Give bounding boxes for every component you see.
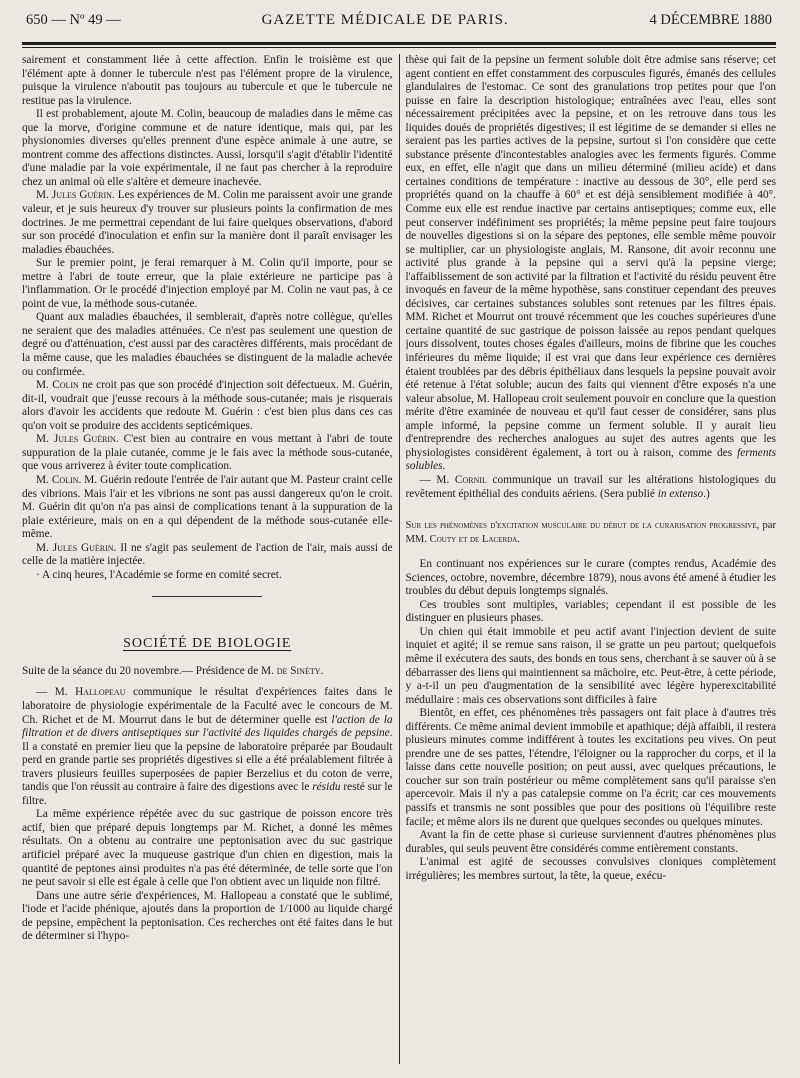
emphasis-text: l'action de la filtration et de divers antiseptiques sur l'activité des liquides chargés de pepsine [22,713,393,740]
section-heading: SOCIÉTÉ DE BIOLOGIE [123,636,292,652]
paragraph: Ces troubles sont multiples, variables; cependant il est possible de les distinguer en plusieurs phases. [405,598,776,625]
article-title-by: , par MM. [405,520,776,545]
article-title-text: Sur les phénomènes d'excitation musculaire du début de la curarisation progressive [405,520,757,532]
page-number: 650 — Nº 49 — [26,12,121,28]
paragraph [22,542,393,569]
paragraph [22,686,393,808]
emphasis-text: in extenso [657,487,704,500]
paragraph [22,433,393,474]
article-authors: Couty et de Lacerda [429,533,518,545]
columns [22,54,776,1064]
paragraph: Un chien qui était immobile et peu actif avant l'injection devient de suite inquiet et agité; il se remue sans raison, il se gratte un peu partout; quelquefois même il exécutera des sauts, des bonds en tous sens, cherchant à se sauver où à se débarrasser des liens qui maintiennent sa mâchoire, etc. Peut-être, à cette période, y a-t-il un peu d'augmentation de la sensibilité avec légère hyperexcitabilité médullaire : mais ces observations sont difficiles à faire [405,625,776,706]
speaker-name: M. Jules Guérin. [36,189,115,202]
speaker-name: Hallopeau [75,686,126,699]
paragraph-text: . Il a constaté en premier lieu que la pepsine de laboratoire préparée par Boudault perd en grande partie ses propriétés digestives si elle a été préalablement filtrée à travers plusieurs feuilles superposées de papier Berzelius et du coton de verre, tandis que l'on réussit au contraire à faire des digestions avec le [22,727,393,794]
paragraph-text: — M. [36,686,76,699]
issue-date: 4 DÉCEMBRE 1880 [649,12,772,28]
column-divider [399,54,400,1064]
subtitle-text: Suite de la séance du 20 novembre.— Présidence de M. [22,664,277,677]
left-column [22,54,393,1064]
separator-rule [152,596,262,597]
paragraph-text: communique un travail sur les altérations histologiques du revêtement épithélial des conduits aériens. (Sera publié [405,473,776,500]
president-name: de Sinéty [276,664,321,677]
paragraph-text: Il ne s'agit pas seulement de l'action de l'air, mais aussi de celle de la matière injectée. [22,541,393,568]
page-header [22,12,776,34]
paragraph [406,474,777,501]
paragraph [22,189,393,257]
header-rule-thick [22,42,776,45]
speaker-name: M. Colin. [36,473,82,486]
paragraph [406,54,777,474]
subtitle-end: . [320,664,324,677]
paragraph-text: ne croit pas que son procédé d'injection soit défectueux. M. Guérin, dit-il, voudrait que j'eusse recours à la méthode sous-cutanée; mais je risquerais alors d'avoir les accidents que redoute M. Guérin : c'est bien plus dans ces cas qu'on voit se produire des accidents septicémiques. [22,379,393,432]
paragraph: sairement et constamment liée à cette affection. Enfin le troisième est que l'élément apte à donner le tubercule n'est pas l'élément propre de la virulence, puisque la virulence n'aboutit pas toujours au tubercule et que le tubercule ne restitue pas la virulence. [22,54,393,107]
paragraph [22,379,393,433]
paragraph: En continuant nos expériences sur le curare (comptes rendus, Académie des Sciences, octobre, novembre, décembre 1879), nous avons été amené à étudier les troubles du début depuis longtemps signalés. [405,558,776,598]
right-column [406,54,777,1064]
paragraph-text: M. Guérin redoute l'entrée de l'air autant que M. Pasteur craint celle des vibrions. Mais l'air et les vibrions ne sont pas aussi dangereux qu'on le croit. M. Guérin dit qu'on n'a pas ainsi de complications tenant à la suppuration de la plaie extérieure, mais on en a qui dépendent de la méthode sous-cutanée elle-même. [22,473,393,541]
header-rule-thin [22,47,776,48]
emphasis-text: résidu [312,781,341,794]
speaker-name: M. Jules Guérin. [36,541,117,554]
speaker-name: M. Jules Guérin. [36,433,119,446]
paragraph-text: communique le résultat d'expériences faites dans le laboratoire de physiologie expérimentale de la Faculté avec le concours de M. Ch. Richet et de M. Mourrut dans le but de déterminer quelle est [22,686,393,726]
paragraph: Dans une autre série d'expériences, M. Hallopeau a constaté que le sublimé, l'iode et l'acide phénique, ajoutés dans la proportion de 1/1000 au liquide chargé de pepsine, empêchent la peptonisation. Ces recherches ont été faites dans le but de déterminer si l'hypo- [22,889,393,943]
paragraph: Avant la fin de cette phase si curieuse surviennent d'autres phénomènes plus durables, qui seuls peuvent être considérés comme entièrement constants. [405,829,776,855]
paragraph: Quant aux maladies ébauchées, il semblerait, d'après notre collègue, qu'elles ne seraient que des maladies atténuées. Ce n'est pas seulement une question de degré ou d'atténuation, c'est aussi par des caractères différents, mais procédant de la même cause, que les maladies ébauchées se distinguent de la maladie achevée ou confirmée. [22,311,393,378]
paragraph: La même expérience répétée avec du suc gastrique de poisson encore très actif, bien que préparé depuis longtemps par M. Richet, a donné les mêmes résultats. On a obtenu au contraire une peptonisation avec du suc gastrique artificiel préparé avec la muqueuse gastrique d'un chien en digestion, mais la quantité de peptones ainsi produites n'a pas été déterminée, de telle sorte que l'on ne peut savoir si elle est égale à celle que l'on obtient avec un liquide non filtré. [22,808,393,889]
speaker-name: Cornil [454,473,487,486]
paragraph: Il est probablement, ajoute M. Colin, beaucoup de maladies dans le même cas que la morve, d'origine commune et de nature identique, mais qui, par les physionomies diverses qu'elles prennent d'une espèce animale à une autre, se montrent comme des affections distinctes. Aussi, lorsqu'il s'agit d'établir l'identité d'une maladie par la voie expérimentale, il ne faut pas chercher à la reproduire chez un animal où elle s'altère et demeure inachevée. [22,108,393,188]
speaker-name: M. Colin [36,379,79,392]
paragraph-text: — M. [419,473,455,486]
paragraph-text: thèse qui fait de la pepsine un ferment soluble doit être admise sans réserve; cet agent contient en effet constamment des corpuscules figurés, émanés des cellules glandulaires de l'estomac. Ce sont des granulations trop petites pour que l'on puisse en faire la description histologique; entraînées avec l'eau, elles sont nécessairement précipitées avec la pepsine, et on les retrouve dans tous les liquides doués de propriétés digestives; il est légitime de se demander si elles ne seraient pas les parties actives de la pepsine, surtout si l'on considère que cette substance présente d'incontestables analogies avec les ferments figurés. Comme eux, en effet, elle n'agit que dans un milieu déterminé (milieu acide) et dans certaines conditions de température : inactive au dessous de 30°, elle perd ses propriétés quand on la chauffe à 60° et est déjà sensiblement modifiée à 40°. Comme eux elle est rendue inactive par certains antiseptiques; comme eux, elle peut conserver indéfiniment ses propriétés; la même pepsine peut faire toujours de nouvelles digestions si on la sépare des peptones, elle semble même pouvoir se multiplier, car un physiologiste anglais, M. Ransone, dit avoir reconnu une activité plus grande à la pepsine qui a servi qu'à la pepsine vierge; l'affaiblissement de son activité par la filtration et l'activité du résidu peuvent être invoqués en faveur de la même hypothèse, sans constituer cependant des preuves décisives, car certaines substances solubles sont retenues par les filtres épais. MM. Richet et Mourrut ont trouvé récemment que les couches supérieures d'une certaine quantité de suc gastrique de poisson laissée au repos pendant quelques jours dissolvent, toutes choses égales d'ailleurs, moins de fibrine que les couches inférieures du même liquide; il est vrai que dans leur expérience ces dernières étaient troublées par des débris épithéliaux dans lesquels la pepsine pouvait avoir été retenue à l'état soluble; aucun des faits qui viennent d'être exposés n'a une valeur absolue, M. Hallopeau croit seulement pouvoir en conclure que la question mérite d'être examinée de nouveau et qu'il faut cesser de considérer, sans plus ample informé, la pepsine comme un ferment soluble. Il y aurait lieu d'entreprendre des recherches analogues au sujet des autres agents que les physiologistes considèrent également, à tort ou à raison, comme des [405,54,776,459]
paragraph: Sur le premier point, je ferai remarquer à M. Colin qu'il importe, pour se mettre à l'abri de toute erreur, que la plaie extérieure ne participe pas à l'inflammation. Or le procédé d'injection employé par M. Colin ne vaut pas, à ce point de vue, la méthode sous-cutanée. [22,257,393,310]
paragraph-text: . [442,460,446,473]
paragraph: Bientôt, en effet, ces phénomènes très passagers ont fait place à d'autres très différents. Ce même animal devient immobile et apathique; déjà affaibli, il restera plusieurs minutes comme indifférent à toutes les excitations peu vives. On peut prendre une de ses pattes, l'étendre, l'éloigner ou la rapprocher du corps, et il la laisse dans cette nouvelle position; on peut aussi, avec quelques précautions, le coucher sur son train postérieur ou même complètement sans qu'il paraisse s'en apercevoir. Mais il n'y a pas catalepsie comme on l'a écrit; car ces mouvements passifs et transmis ne sont possibles que pour des positions où l'équilibre reste facile; et même alors ils ne durent que quelques secondes ou quelques minutes. [405,707,776,828]
paragraph-text: Les expériences de M. Colin me paraissent avoir une grande valeur, et je suis heureux d'y trouver sur plusieurs points la confirmation de mes doctrines. Je me permettrai cependant de lui faire quelques observations, d'abord sur son procédé d'inoculation et enfin sur la manière dont il paraît envisager les maladies ébauchées. [22,189,393,256]
paragraph-text: resté sur le filtre. [22,781,393,807]
session-subtitle [22,665,393,679]
paragraph-text: C'est bien au contraire en vous mettant à l'abri de toute suppuration de la plaie cutanée, comme je le fais avec la méthode sous-cutanée, que vous arriverez à éviter toute complication. [22,433,393,473]
paragraph: · A cinq heures, l'Académie se forme en comité secret. [36,568,282,581]
paragraph: L'animal est agité de secousses convulsives cloniques complètement irrégulières; les membres surtout, la tête, la queue, exécu- [405,856,776,882]
article-title [406,519,777,546]
paragraph-text: .) [703,487,710,500]
emphasis-text: ferments solubles [405,446,776,473]
journal-title: GAZETTE MÉDICALE DE PARIS. [261,12,509,28]
article-title-end: . [517,533,520,545]
paragraph [22,474,393,542]
